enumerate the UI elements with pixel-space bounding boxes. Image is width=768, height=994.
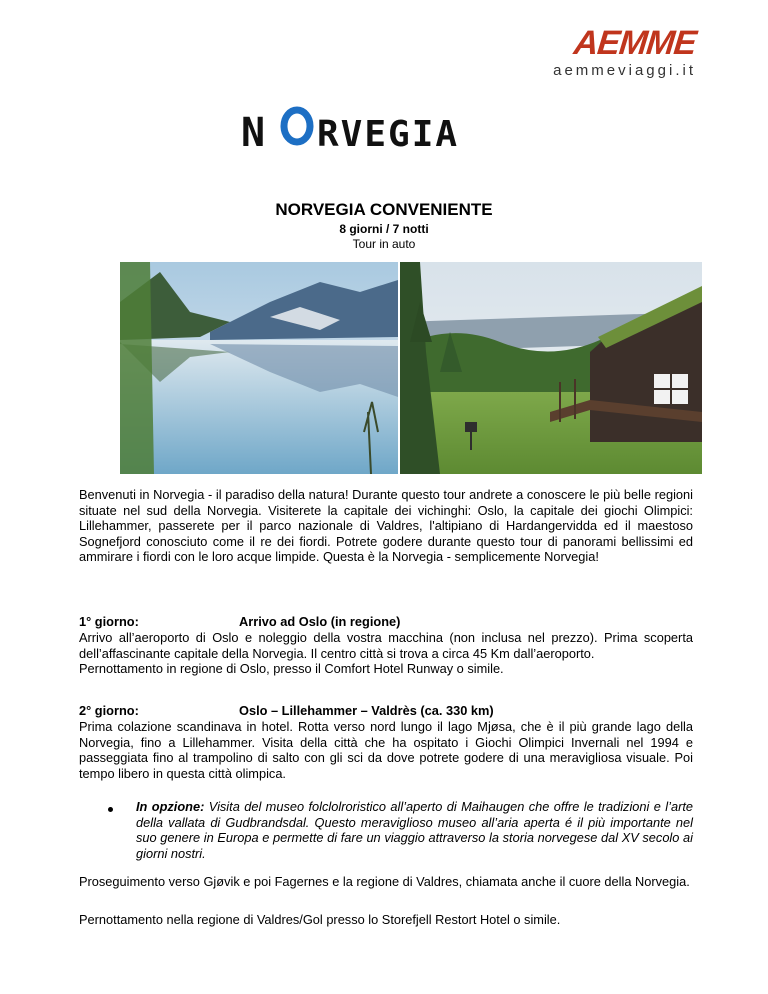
day1-heading bbox=[79, 614, 400, 629]
tour-duration: 8 giorni / 7 notti bbox=[339, 222, 429, 236]
day1-overnight: Pernottamento in regione di Oslo, presso il Comfort Hotel Runway o simile. bbox=[79, 661, 504, 676]
bullet-dot bbox=[108, 807, 113, 812]
day2-text: Prima colazione scandinava in hotel. Rotta verso nord lungo il lago Mjøsa, che è il più grande lago della Norvegia, fino a Lillehammer. Visita della città che ha ospitato i Giochi Olimpici Invernali nel 1994 e passeggiata fino al trampolino di salto con gli sci da dove potrete godere di una meravigliosa visuale. Poi tempo libero in questa città olimpica. bbox=[79, 719, 693, 781]
norvegia-rest: RVEGIA bbox=[317, 114, 460, 154]
option-text: Visita del museo folclolroristico all’aperto di Maihaugen che offre le tradizioni e l’arte della vallata di Gudbrandsdal. Questo meraviglioso museo all’aria aperta é il più importante nel suo genere in Europa e permette di fare un viaggio attraverso la storia norvegese dal XV secolo ai giorni nostri. bbox=[136, 799, 694, 861]
day1-title: Arrivo ad Oslo (in regione) bbox=[239, 614, 401, 629]
fjord-photo bbox=[120, 262, 398, 474]
day2-option bbox=[136, 799, 693, 861]
logo-website: aemmeviaggi.it bbox=[553, 62, 696, 79]
photo-strip bbox=[120, 262, 702, 474]
day1-label: 1° giorno: bbox=[79, 614, 139, 629]
day2-continuation: Proseguimento verso Gjøvik e poi Fagernes e la regione di Valdres, chiamata anche il cuore della Norvegia. bbox=[79, 874, 690, 889]
norvegia-heading bbox=[0, 104, 768, 159]
day2-overnight: Pernottamento nella regione di Valdres/Gol presso lo Storefjell Restort Hotel o simile. bbox=[79, 912, 561, 927]
norvegia-n: N bbox=[241, 110, 266, 154]
day2-heading bbox=[79, 703, 494, 718]
day2-label: 2° giorno: bbox=[79, 703, 139, 718]
logo-brand: AEMME bbox=[572, 24, 698, 62]
option-label: In opzione: bbox=[136, 799, 205, 814]
day2-title: Oslo – Lillehammer – Valdrès (ca. 330 km) bbox=[239, 703, 494, 718]
norvegia-wordmark bbox=[239, 104, 529, 154]
landscape-photos bbox=[120, 262, 702, 474]
norvegia-o-ring bbox=[284, 110, 310, 142]
day1-text: Arrivo all’aeroporto di Oslo e noleggio della vostra macchina (non inclusa nel prezzo). Prima scoperta dell’affascinante capitale della Norvegia. Il centro città si trova a circa 45 Km dall’aeroporto. bbox=[79, 630, 693, 661]
cabin-photo bbox=[400, 262, 702, 474]
intro-paragraph: Benvenuti in Norvegia - il paradiso della natura! Durante questo tour andrete a conoscere le più belle regioni situate nel sud della Norvegia. Visiterete la capitale dei vichinghi: Oslo, la capitale dei giochi Olimpici: Lillehammer, passerete per il parco nazionale di Valdres, l'altipiano di Hardangervidda ed il maestoso Sognefjord conosciuto come il re dei fiordi. Potrete godere durante questo tour di panorami bellissimi ed ammirare i fiordi con le loro acque limpide. Questa è la Norvegia - semplicemente Norvegia! bbox=[79, 487, 693, 564]
tour-title: NORVEGIA CONVENIENTE bbox=[275, 200, 493, 219]
day1-body bbox=[79, 630, 693, 677]
aemme-logo bbox=[516, 26, 696, 79]
tour-type: Tour in auto bbox=[352, 237, 416, 251]
